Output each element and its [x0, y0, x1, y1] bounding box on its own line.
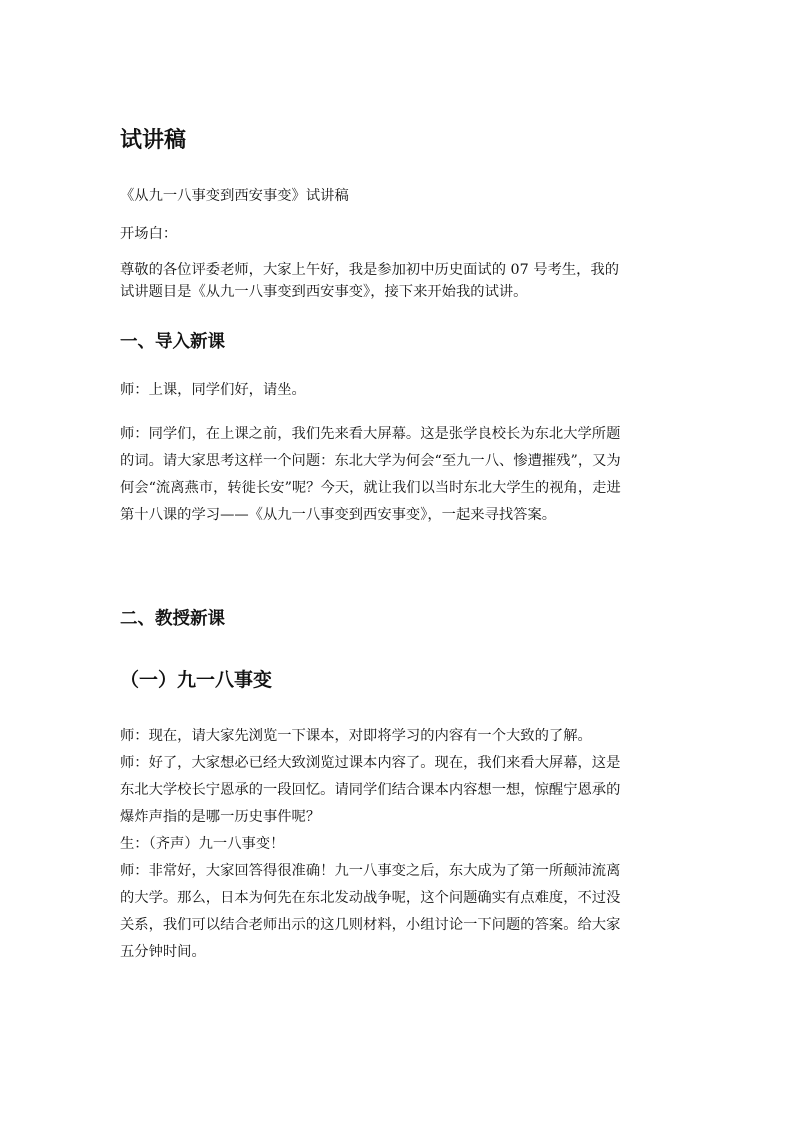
section1-line1: 师：上课，同学们好，请坐。 [120, 382, 306, 398]
section-heading-intro: 一、导入新课 [120, 332, 225, 352]
paragraph-line: 生：（齐声）九一八事变！ [120, 836, 285, 852]
document-subtitle: 《从九一八事变到西安事变》试讲稿 [120, 188, 349, 204]
section-heading-teaching: 二、教授新课 [120, 609, 225, 629]
paragraph-line: 第十八课的学习——《从九一八事变到西安事变》，一起来寻找答案。 [120, 507, 557, 523]
paragraph-line: 师：同学们，在上课之前，我们先来看大屏幕。这是张学良校长为东北大学所题 [120, 426, 621, 442]
paragraph-line: 尊敬的各位评委老师，大家上午好，我是参加初中历史面试的 07 号考生，我的 [120, 262, 620, 278]
subsection-heading: （一）九一八事变 [120, 669, 273, 691]
paragraph-line: 师：非常好，大家回答得很准确！九一八事变之后，东大成为了第一所颠沛流离 [120, 863, 621, 879]
paragraph-line: 五分钟时间。 [120, 944, 206, 960]
opening-label: 开场白： [120, 226, 178, 242]
paragraph-line: 试讲题目是《从九一八事变到西安事变》，接下来开始我的试讲。 [120, 284, 528, 300]
paragraph-line: 何会“流离燕市，转徙长安”呢？今天，就让我们以当时东北大学生的视角，走进 [120, 480, 621, 496]
document-title: 试讲稿 [120, 128, 187, 153]
paragraph-line: 师：好了，大家想必已经大致浏览过课本内容了。现在，我们来看大屏幕，这是 [120, 755, 621, 771]
opening-paragraph [120, 259, 680, 303]
section1-paragraph [120, 421, 680, 529]
paragraph-line: 关系，我们可以结合老师出示的这几则材料，小组讨论一下问题的答案。给大家 [120, 917, 621, 933]
paragraph-line: 的大学。那么，日本为何先在东北发动战争呢，这个问题确实有点难度，不过没 [120, 890, 621, 906]
paragraph-line: 东北大学校长宁恩承的一段回忆。请同学们结合课本内容想一想，惊醒宁恩承的 [120, 782, 621, 798]
paragraph-line: 的词。请大家思考这样一个问题：东北大学为何会“至九一八、惨遭摧残”，又为 [120, 453, 621, 469]
section2-paragraph [120, 723, 680, 966]
paragraph-line: 师：现在，请大家先浏览一下课本，对即将学习的内容有一个大致的了解。 [120, 728, 592, 744]
paragraph-line: 爆炸声指的是哪一历史事件呢？ [120, 809, 321, 825]
